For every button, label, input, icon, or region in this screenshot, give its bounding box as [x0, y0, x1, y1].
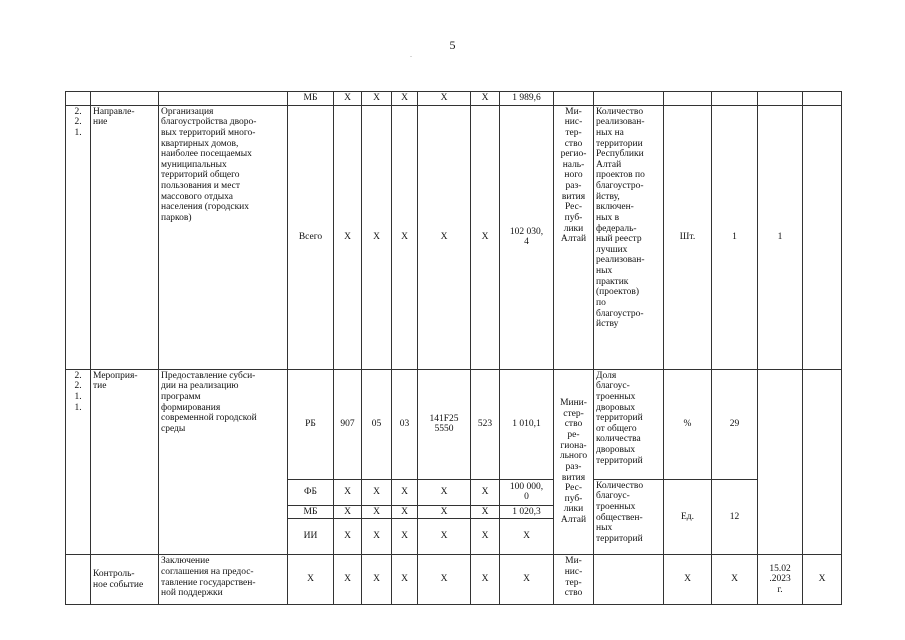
cell-pr: Х [392, 505, 418, 519]
cell-value-1: Х [712, 555, 758, 605]
cell-csr: Х [418, 92, 471, 106]
cell-type: Мероприя- тие [91, 369, 159, 555]
cell-source: Х [288, 555, 334, 605]
cell-executor: Ми- нис- тер- ство регио- наль- ного раз- вития Рес- пуб- лики Алтай [554, 105, 594, 369]
cell-name: Предоставление субси- дии на реализацию программ формирования современной городской среды [159, 369, 288, 555]
cell-empty [159, 92, 288, 106]
cell-rz: Х [362, 505, 392, 519]
cell-source: ИИ [288, 519, 334, 555]
cell-indicator-share: Доля благоус- троенных дворовых территорий от общего количества дворовых территорий [594, 369, 664, 479]
cell-source: МБ [288, 92, 334, 106]
cell-empty [91, 92, 159, 106]
cell-type: Направле- ние [91, 105, 159, 369]
cell-value-2: 1 [758, 105, 803, 369]
cell-rz: Х [362, 519, 392, 555]
cell-pr: 03 [392, 369, 418, 479]
cell-amount: Х [500, 555, 554, 605]
cell-empty [758, 369, 803, 555]
cell-pr: Х [392, 92, 418, 106]
cell-csr: Х [418, 519, 471, 555]
cell-amount: 100 000, 0 [500, 479, 554, 505]
program-table [65, 91, 842, 605]
cell-rz: Х [362, 105, 392, 369]
cell-grbs: 907 [334, 369, 362, 479]
cell-date: 15.02 .2023 г. [758, 555, 803, 605]
table-row-direction [66, 105, 842, 369]
cell-unit-count: Ед. [664, 479, 712, 555]
cell-value-3: Х [803, 555, 842, 605]
cell-empty [594, 92, 664, 106]
cell-empty [803, 105, 842, 369]
cell-vr: Х [471, 479, 500, 505]
cell-indicator: Количество реализован- ных на территории Республики Алтай проектов по благоустро- йству, включен- ных в федераль- ный реестр лучших реализован- ных практик (проектов) по благоустро- йству [594, 105, 664, 369]
cell-vr: Х [471, 519, 500, 555]
cell-vr: Х [471, 92, 500, 106]
cell-csr: Х [418, 505, 471, 519]
cell-empty [803, 92, 842, 106]
cell-csr: 141F25 5550 [418, 369, 471, 479]
cell-csr: Х [418, 105, 471, 369]
cell-pr: Х [392, 519, 418, 555]
cell-source: МБ [288, 505, 334, 519]
cell-unit: Х [664, 555, 712, 605]
cell-empty [664, 92, 712, 106]
cell-number: 2. 2. 1. 1. [66, 369, 91, 555]
cell-pr: Х [392, 479, 418, 505]
cell-source: ФБ [288, 479, 334, 505]
cell-name: Заключение соглашения на предос- тавление государствен- ной поддержки [159, 555, 288, 605]
cell-amount: 1 020,3 [500, 505, 554, 519]
cell-grbs: Х [334, 505, 362, 519]
scan-dot: . [410, 50, 412, 59]
cell-amount: 1 989,6 [500, 92, 554, 106]
cell-vr: 523 [471, 369, 500, 479]
cell-name: Организация благоустройства дворо- вых территорий много- квартирных домов, наиболее посещаемых муниципальных территорий общего пользования и мест массового отдыха населения (городских парков) [159, 105, 288, 369]
cell-unit: Шт. [664, 105, 712, 369]
cell-vr: Х [471, 105, 500, 369]
table-row-control-event [66, 555, 842, 605]
cell-vr: Х [471, 555, 500, 605]
cell-amount: 1 010,1 [500, 369, 554, 479]
cell-empty [554, 92, 594, 106]
cell-unit-share: % [664, 369, 712, 479]
page-number: 5 [449, 38, 456, 52]
cell-empty [66, 555, 91, 605]
cell-value-share: 29 [712, 369, 758, 479]
cell-value-count: 12 [712, 479, 758, 555]
cell-vr: Х [471, 505, 500, 519]
cell-grbs: Х [334, 519, 362, 555]
cell-source: РБ [288, 369, 334, 479]
cell-amount: 102 030, 4 [500, 105, 554, 369]
cell-number: 2. 2. 1. [66, 105, 91, 369]
cell-csr: Х [418, 555, 471, 605]
cell-value-1: 1 [712, 105, 758, 369]
cell-executor: Ми- нис- тер- ство [554, 555, 594, 605]
cell-empty [803, 369, 842, 555]
cell-rz: 05 [362, 369, 392, 479]
table-row-measure-rb [66, 369, 842, 479]
cell-amount: Х [500, 519, 554, 555]
cell-empty [66, 92, 91, 106]
cell-rz: Х [362, 555, 392, 605]
cell-type: Контроль- ное событие [91, 555, 159, 605]
cell-pr: Х [392, 555, 418, 605]
cell-executor: Мини- стер- ство ре- гиона- льного раз- вития Рес- пуб- лики Алтай [554, 369, 594, 555]
cell-empty [712, 92, 758, 106]
cell-source: Всего [288, 105, 334, 369]
cell-indicator [594, 555, 664, 605]
cell-rz: Х [362, 479, 392, 505]
cell-grbs: Х [334, 92, 362, 106]
cell-pr: Х [392, 105, 418, 369]
cell-grbs: Х [334, 555, 362, 605]
cell-empty [758, 92, 803, 106]
cell-csr: Х [418, 479, 471, 505]
cell-grbs: Х [334, 105, 362, 369]
cell-indicator-count: Количество благоус- троенных обществен- ных территорий [594, 479, 664, 555]
cell-rz: Х [362, 92, 392, 106]
cell-grbs: Х [334, 479, 362, 505]
table-row-mb-top [66, 92, 842, 106]
